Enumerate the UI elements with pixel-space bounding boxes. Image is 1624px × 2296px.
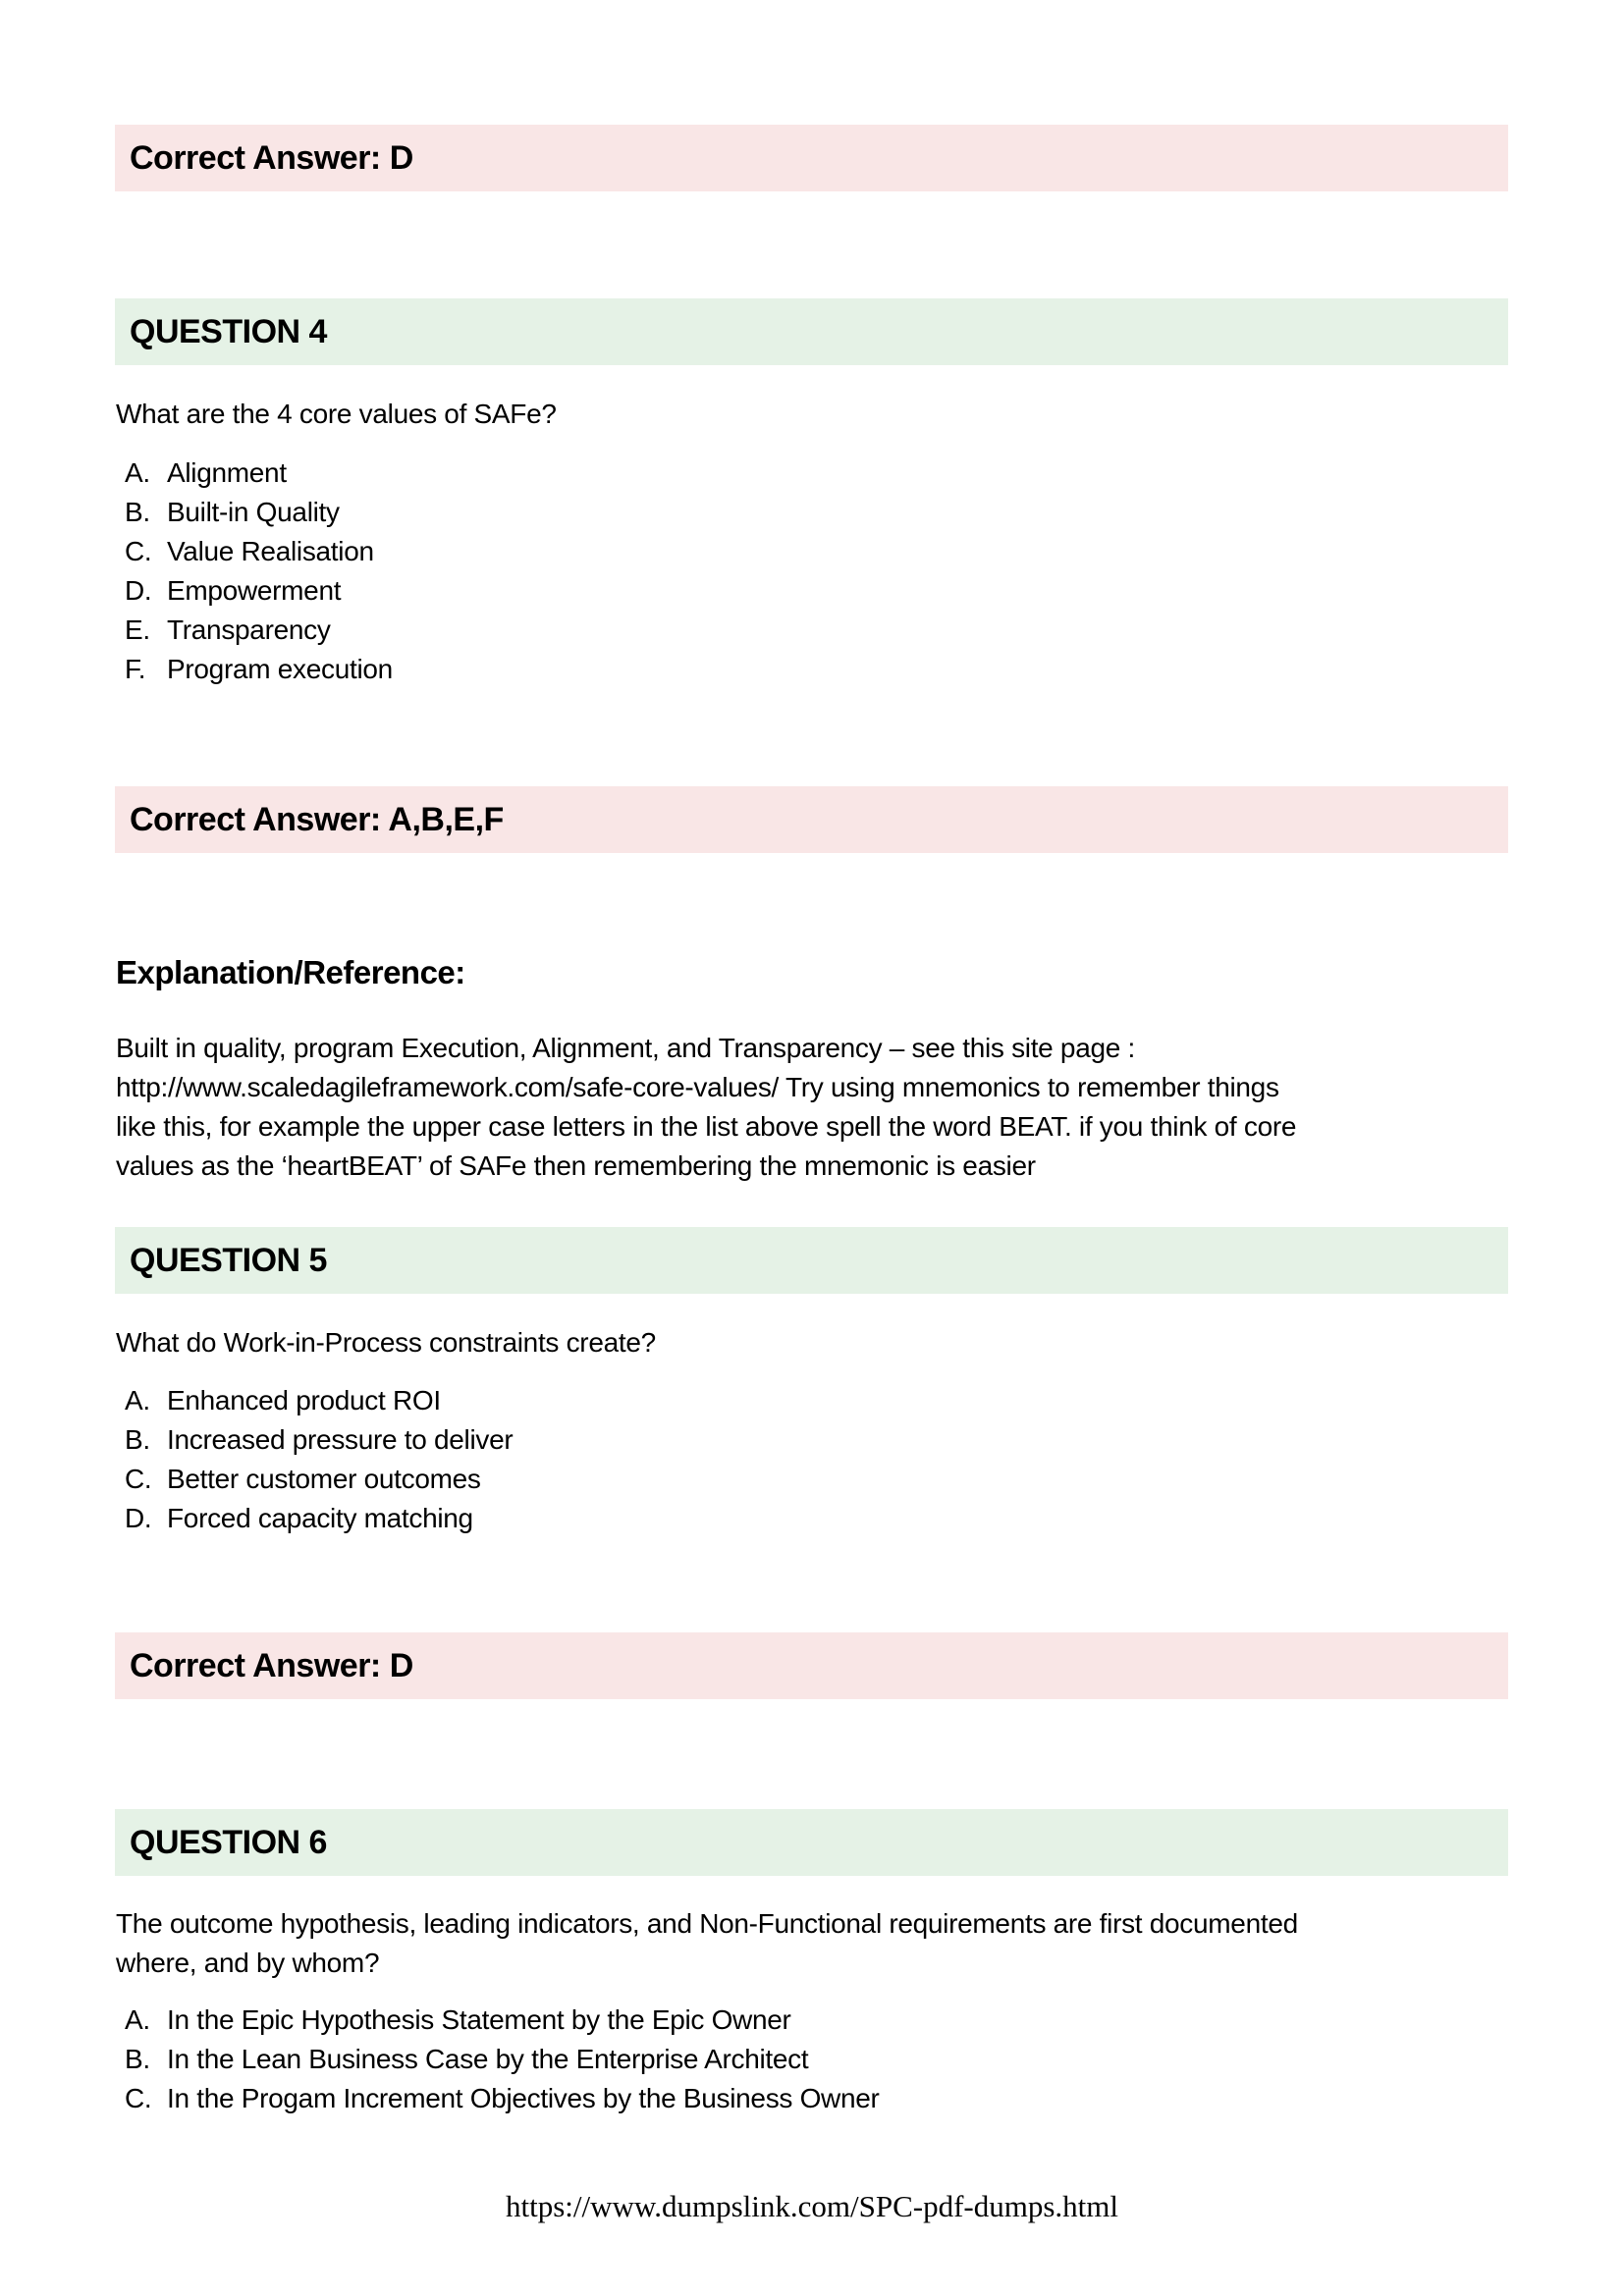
question-5-header-banner — [115, 1227, 1508, 1294]
correct-answer-label: Correct Answer: D — [130, 138, 413, 177]
option-letter: A. — [125, 457, 150, 488]
option-letter: D. — [125, 1503, 152, 1533]
option-letter: E. — [125, 614, 150, 645]
option-text: Forced capacity matching — [167, 1503, 473, 1533]
question-6-text-line: where, and by whom? — [116, 1948, 380, 1978]
option-text: Transparency — [167, 614, 331, 645]
correct-answer-banner-q5 — [115, 1632, 1508, 1699]
option-row — [125, 571, 393, 611]
option-row — [125, 454, 393, 493]
option-text: In the Epic Hypothesis Statement by the Epic Owner — [167, 2004, 791, 2035]
option-row — [125, 2040, 880, 2079]
question-6-text-line: The outcome hypothesis, leading indicators, and Non-Functional requirements are first documented — [116, 1908, 1298, 1939]
question-4-header-banner — [115, 298, 1508, 365]
option-letter: C. — [125, 1464, 152, 1494]
option-row — [125, 1420, 513, 1460]
option-text: Increased pressure to deliver — [167, 1424, 514, 1455]
question-6-header-banner — [115, 1809, 1508, 1876]
correct-answer-label: Correct Answer: D — [130, 1646, 413, 1684]
page-footer — [0, 2187, 1624, 2226]
explanation-line: like this, for example the upper case letters in the list above spell the word BEAT. if you think of core — [116, 1111, 1297, 1142]
option-letter: A. — [125, 1385, 150, 1415]
option-row — [125, 1460, 513, 1499]
question-5-title: QUESTION 5 — [130, 1241, 327, 1279]
option-letter: B. — [125, 497, 150, 527]
question-6-title: QUESTION 6 — [130, 1823, 327, 1861]
question-4-title: QUESTION 4 — [130, 312, 327, 350]
correct-answer-label: Correct Answer: A,B,E,F — [130, 800, 504, 838]
option-row — [125, 532, 393, 571]
question-5-text — [116, 1323, 656, 1362]
option-text: Built-in Quality — [167, 497, 340, 527]
explanation-paragraph — [116, 1029, 1296, 1186]
option-letter: C. — [125, 536, 152, 566]
option-text: Alignment — [167, 457, 287, 488]
question-4-options — [125, 454, 393, 689]
explanation-line: values as the ‘heartBEAT’ of SAFe then remembering the mnemonic is easier — [116, 1150, 1036, 1181]
option-letter: A. — [125, 2004, 150, 2035]
question-6-options — [125, 2001, 880, 2118]
question-5-text-line: What do Work-in-Process constraints create? — [116, 1327, 656, 1358]
option-row — [125, 493, 393, 532]
option-text: Enhanced product ROI — [167, 1385, 441, 1415]
explanation-heading: Explanation/Reference: — [116, 954, 465, 990]
explanation-line: http://www.scaledagileframework.com/safe-core-values/ Try using mnemonics to remember things — [116, 1072, 1279, 1102]
question-6-text — [116, 1904, 1298, 1983]
option-row — [125, 1381, 513, 1420]
option-letter: B. — [125, 2044, 150, 2074]
question-4-text-line: What are the 4 core values of SAFe? — [116, 399, 557, 429]
option-row — [125, 2001, 880, 2040]
option-row — [125, 2079, 880, 2118]
option-row — [125, 611, 393, 650]
explanation-line: Built in quality, program Execution, Alignment, and Transparency – see this site page : — [116, 1033, 1135, 1063]
option-letter: D. — [125, 575, 152, 606]
option-letter: F. — [125, 654, 146, 684]
option-text: Better customer outcomes — [167, 1464, 481, 1494]
question-4-text — [116, 395, 557, 434]
option-text: In the Progam Increment Objectives by the Business Owner — [167, 2083, 880, 2113]
option-text: Value Realisation — [167, 536, 374, 566]
option-letter: B. — [125, 1424, 150, 1455]
option-text: Empowerment — [167, 575, 342, 606]
option-text: In the Lean Business Case by the Enterprise Architect — [167, 2044, 809, 2074]
option-row — [125, 1499, 513, 1538]
correct-answer-banner-q4 — [115, 786, 1508, 853]
question-5-options — [125, 1381, 513, 1538]
correct-answer-banner-q3 — [115, 125, 1508, 191]
footer-url-link[interactable]: https://www.dumpslink.com/SPC-pdf-dumps.html — [505, 2189, 1119, 2223]
option-text: Program execution — [167, 654, 393, 684]
option-row — [125, 650, 393, 689]
option-letter: C. — [125, 2083, 152, 2113]
